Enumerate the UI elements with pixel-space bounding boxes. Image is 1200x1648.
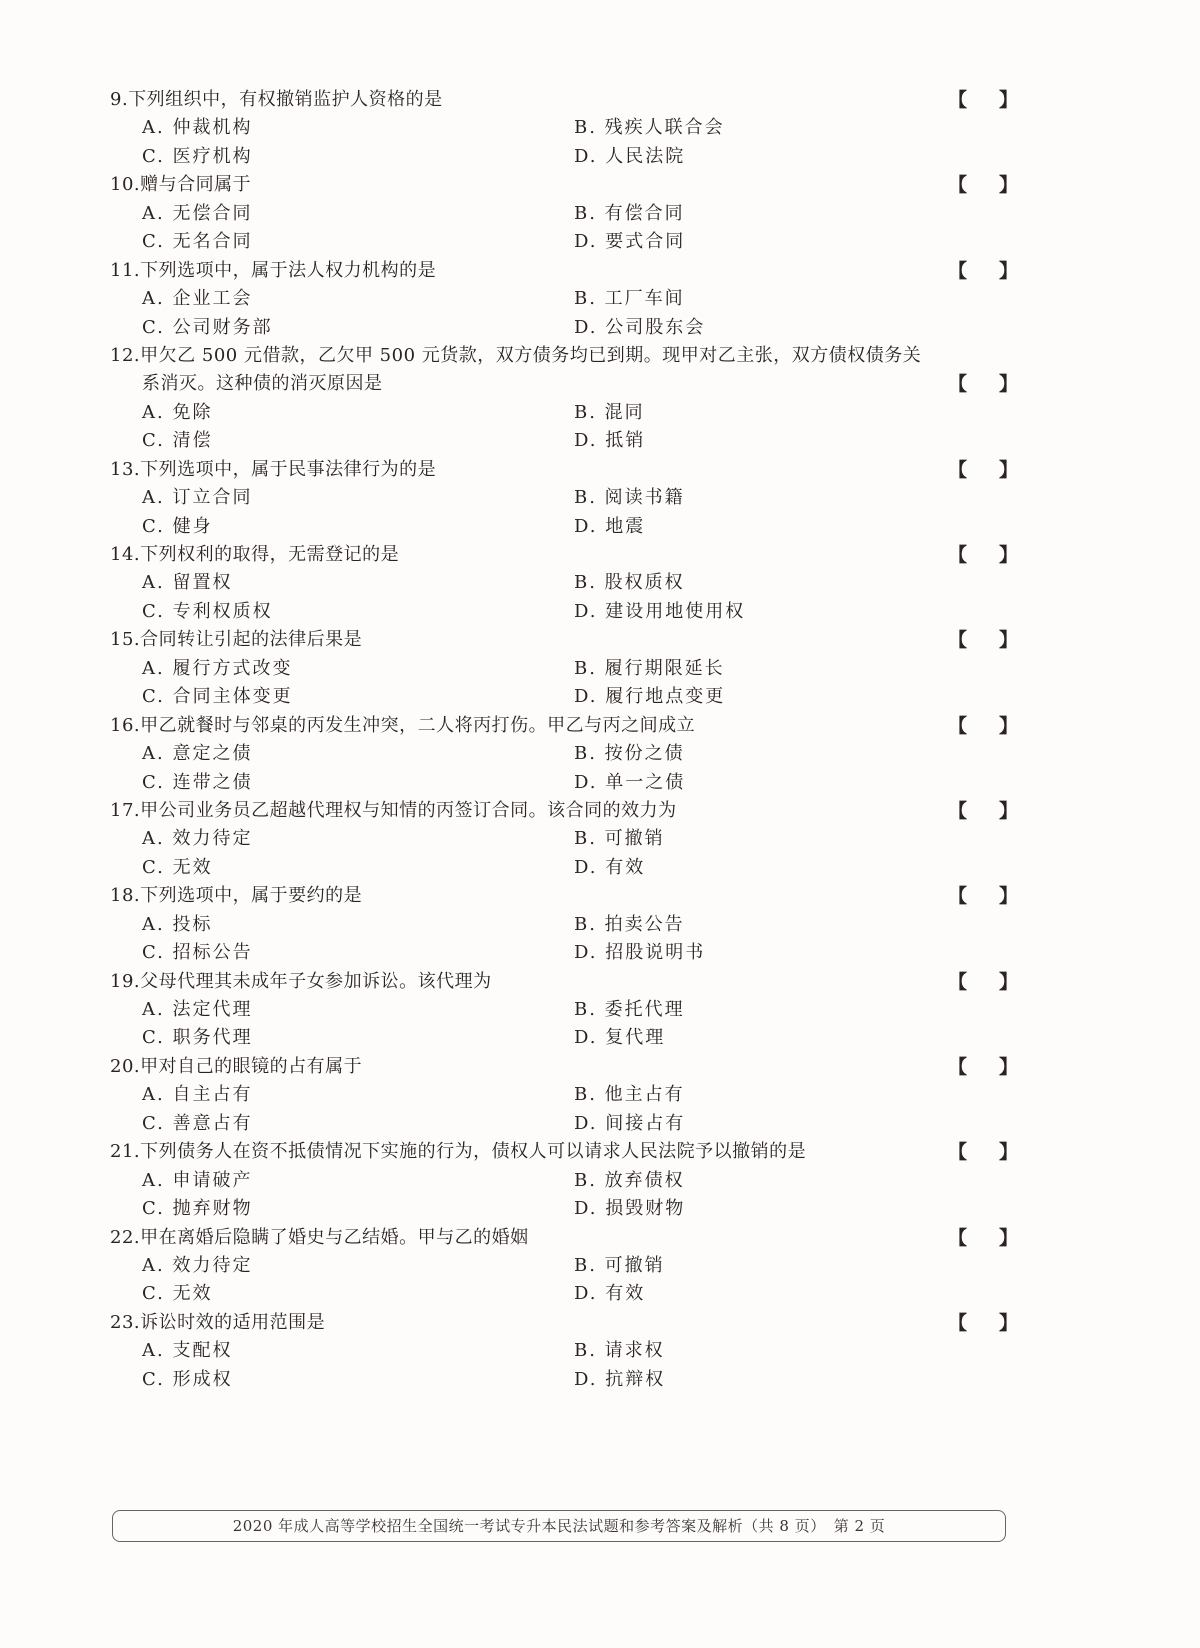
answer-bracket[interactable] (948, 712, 1018, 740)
question-stem-row (0, 370, 1200, 398)
question-text: 赠与合同属于 (140, 174, 252, 196)
options-row (0, 740, 1200, 768)
bracket-open: 【 (948, 1311, 968, 1334)
option-a[interactable]: A. 申请破产 (142, 1169, 253, 1191)
option-b[interactable]: B. 可撤销 (574, 1254, 665, 1276)
question-text: 合同转让引起的法律后果是 (140, 629, 363, 651)
option-b[interactable]: B. 阅读书籍 (574, 487, 685, 509)
question-text: 下列组织中，有权撤销监护人资格的是 (128, 89, 443, 110)
option-a[interactable]: A. 仲裁机构 (142, 117, 253, 139)
question-number: 18. (110, 885, 141, 907)
option-a[interactable]: A. 免除 (142, 401, 213, 423)
question-stem-row (0, 171, 1200, 199)
options-row (0, 314, 1200, 342)
option-c[interactable]: C. 医疗机构 (142, 145, 253, 167)
bracket-close: 】 (998, 714, 1018, 737)
option-a[interactable]: A. 效力待定 (142, 1254, 253, 1276)
option-c[interactable]: C. 形成权 (142, 1368, 233, 1390)
question-text: 甲对自己的眼镜的占有属于 (140, 1055, 363, 1077)
options-row (0, 825, 1200, 853)
answer-bracket[interactable] (948, 370, 1018, 398)
question-text: 甲乙就餐时与邻桌的丙发生冲突，二人将丙打伤。甲乙与丙之间成立 (140, 714, 696, 736)
option-d[interactable]: D. 招股说明书 (574, 942, 706, 964)
bracket-open: 【 (948, 373, 968, 396)
question-stem-row (0, 257, 1200, 285)
question-number: 10. (110, 174, 141, 196)
bracket-close: 】 (998, 970, 1018, 993)
option-d[interactable]: D. 抵销 (574, 430, 646, 452)
options-row (0, 769, 1200, 797)
bracket-open: 【 (948, 714, 968, 737)
options-row (0, 399, 1200, 427)
question-number: 17. (110, 799, 141, 821)
answer-bracket[interactable] (948, 1224, 1018, 1252)
option-a[interactable]: A. 留置权 (142, 572, 233, 594)
option-a[interactable]: A. 履行方式改变 (142, 657, 293, 679)
bracket-close: 】 (998, 89, 1018, 111)
option-a[interactable]: A. 法定代理 (142, 999, 253, 1020)
question-stem (110, 712, 695, 740)
option-c[interactable]: C. 连带之债 (142, 771, 253, 793)
bracket-close: 】 (998, 1141, 1018, 1164)
question-text: 下列债务人在资不抵债情况下实施的行为，债权人可以请求人民法院予以撤销的是 (140, 1141, 807, 1163)
question-stem-row (0, 882, 1200, 910)
option-b[interactable]: B. 股权质权 (574, 572, 685, 594)
question-text: 父母代理其未成年子女参加诉讼。该代理为 (140, 970, 492, 992)
option-b[interactable]: B. 可撤销 (574, 828, 665, 850)
option-c[interactable]: C. 招标公告 (142, 942, 253, 964)
option-c[interactable]: C. 无名合同 (142, 231, 253, 253)
bracket-open: 【 (948, 458, 968, 481)
question-text: 甲公司业务员乙超越代理权与知情的丙签订合同。该合同的效力为 (140, 799, 677, 821)
bracket-close: 】 (998, 259, 1018, 282)
option-d[interactable]: D. 有效 (574, 856, 646, 878)
option-b[interactable]: B. 有偿合同 (574, 202, 685, 224)
question-stem-row (0, 797, 1200, 825)
options-row (0, 1337, 1200, 1365)
question-number: 19. (110, 970, 141, 992)
options-row (0, 1081, 1200, 1109)
option-d[interactable]: D. 间接占有 (574, 1112, 686, 1134)
options-row (0, 1195, 1200, 1223)
option-b[interactable]: B. 他主占有 (574, 1084, 685, 1106)
question-text: 下列权利的取得，无需登记的是 (140, 544, 400, 565)
question-number: 21. (110, 1141, 141, 1163)
bracket-close: 】 (998, 1055, 1018, 1078)
bracket-close: 】 (998, 629, 1018, 652)
option-b[interactable]: B. 请求权 (574, 1340, 665, 1362)
option-c[interactable]: C. 职务代理 (142, 1027, 253, 1049)
option-c[interactable]: C. 无效 (142, 1283, 213, 1305)
option-b[interactable]: B. 委托代理 (574, 999, 685, 1020)
bracket-open: 【 (948, 970, 968, 993)
options-row (0, 598, 1200, 626)
option-d[interactable]: D. 损毁财物 (574, 1198, 686, 1220)
question-stem (110, 1053, 362, 1081)
question-text: 诉讼时效的适用范围是 (140, 1311, 326, 1333)
question-stem (110, 1309, 325, 1337)
options-row (0, 1252, 1200, 1280)
answer-bracket[interactable] (948, 1053, 1018, 1081)
option-c[interactable]: C. 善意占有 (142, 1112, 253, 1134)
options-row (0, 143, 1200, 171)
question-number: 12. (110, 344, 141, 366)
options-row (0, 854, 1200, 882)
options-row (0, 200, 1200, 228)
options-row (0, 484, 1200, 512)
question-stem (110, 342, 921, 370)
options-row (0, 513, 1200, 541)
question-stem-row (0, 1053, 1200, 1081)
option-b[interactable]: B. 履行期限延长 (574, 657, 725, 679)
answer-bracket[interactable] (948, 86, 1018, 114)
option-d[interactable]: D. 单一之债 (574, 771, 686, 793)
bracket-open: 【 (948, 259, 968, 282)
option-d[interactable]: D. 复代理 (574, 1027, 666, 1049)
question-stem-row (0, 968, 1200, 996)
question-number: 9. (110, 89, 129, 110)
question-stem (110, 1138, 806, 1166)
question-number: 15. (110, 629, 141, 651)
option-d[interactable]: D. 地震 (574, 515, 646, 537)
question-number: 22. (110, 1226, 141, 1248)
question-number: 23. (110, 1311, 141, 1333)
answer-bracket[interactable] (948, 1309, 1018, 1337)
options-row (0, 228, 1200, 256)
option-b[interactable]: B. 工厂车间 (574, 288, 685, 310)
options-row (0, 114, 1200, 142)
question-list (0, 86, 1200, 1394)
options-row (0, 939, 1200, 967)
option-d[interactable]: D. 有效 (574, 1283, 646, 1305)
options-row (0, 683, 1200, 711)
question-stem (110, 626, 362, 654)
option-b[interactable]: B. 按份之债 (574, 743, 685, 765)
option-a[interactable]: A. 效力待定 (142, 828, 253, 850)
option-d[interactable]: D. 要式合同 (574, 231, 686, 253)
answer-bracket[interactable] (948, 257, 1018, 285)
question-stem-row (0, 342, 1200, 370)
answer-bracket[interactable] (948, 1138, 1018, 1166)
options-row (0, 569, 1200, 597)
bracket-close: 】 (998, 458, 1018, 481)
question-text-continued: 系消灭。这种债的消灭原因是 (142, 373, 383, 395)
option-a[interactable]: A. 意定之债 (142, 743, 253, 765)
option-a[interactable]: A. 自主占有 (142, 1084, 253, 1106)
option-d[interactable]: D. 建设用地使用权 (574, 600, 746, 622)
question-number: 16. (110, 714, 141, 736)
page-footer: 2020 年成人高等学校招生全国统一考试专升本民法试题和参考答案及解析（共 8 页） 第 2 页 (112, 1510, 1006, 1542)
question-text: 甲欠乙 500 元借款，乙欠甲 500 元货款，双方债务均已到期。现甲对乙主张，双方债权债务关 (140, 344, 922, 366)
option-c[interactable]: C. 清偿 (142, 430, 213, 452)
question-stem-row (0, 1138, 1200, 1166)
options-row (0, 1024, 1200, 1052)
question-stem-row (0, 1309, 1200, 1337)
option-b[interactable]: B. 放弃债权 (574, 1169, 685, 1191)
option-d[interactable]: D. 公司股东会 (574, 316, 706, 338)
option-d[interactable]: D. 人民法院 (574, 145, 686, 167)
option-a[interactable]: A. 支配权 (142, 1340, 233, 1362)
question-stem-row (0, 541, 1200, 569)
bracket-open: 【 (948, 89, 968, 111)
option-a[interactable]: A. 投标 (142, 913, 213, 935)
bracket-close: 】 (998, 174, 1018, 197)
bracket-open: 【 (948, 799, 968, 822)
bracket-open: 【 (948, 1141, 968, 1164)
question-stem (110, 86, 443, 114)
option-b[interactable]: B. 残疾人联合会 (574, 117, 725, 139)
bracket-close: 】 (998, 799, 1018, 822)
answer-bracket[interactable] (948, 797, 1018, 825)
question-number: 11. (110, 259, 141, 281)
question-text: 下列选项中，属于法人权力机构的是 (140, 259, 437, 281)
option-a[interactable]: A. 订立合同 (142, 487, 253, 509)
question-stem (110, 797, 677, 825)
bracket-open: 【 (948, 544, 968, 566)
answer-bracket[interactable] (948, 541, 1018, 569)
question-stem (110, 968, 492, 996)
question-stem-row (0, 456, 1200, 484)
question-stem (110, 882, 362, 910)
options-row (0, 911, 1200, 939)
question-stem (110, 171, 251, 199)
option-a[interactable]: A. 企业工会 (142, 288, 253, 310)
options-row (0, 996, 1200, 1024)
option-c[interactable]: C. 公司财务部 (142, 316, 273, 338)
option-c[interactable]: C. 专利权质权 (142, 600, 273, 622)
bracket-close: 】 (998, 373, 1018, 396)
answer-bracket[interactable] (948, 882, 1018, 910)
option-c[interactable]: C. 合同主体变更 (142, 686, 293, 708)
options-row (0, 655, 1200, 683)
bracket-close: 】 (998, 1311, 1018, 1334)
bracket-close: 】 (998, 885, 1018, 908)
bracket-open: 【 (948, 629, 968, 652)
option-c[interactable]: C. 健身 (142, 515, 213, 537)
option-b[interactable]: B. 拍卖公告 (574, 913, 685, 935)
answer-bracket[interactable] (948, 456, 1018, 484)
question-text: 甲在离婚后隐瞒了婚史与乙结婚。甲与乙的婚姻 (140, 1226, 529, 1248)
bracket-open: 【 (948, 885, 968, 908)
option-b[interactable]: B. 混同 (574, 401, 645, 423)
question-stem (110, 456, 436, 484)
options-row (0, 1167, 1200, 1195)
bracket-close: 】 (998, 1226, 1018, 1249)
bracket-open: 【 (948, 1226, 968, 1249)
question-stem-row (0, 86, 1200, 114)
options-row (0, 1110, 1200, 1138)
answer-bracket[interactable] (948, 626, 1018, 654)
question-text: 下列选项中，属于民事法律行为的是 (140, 458, 437, 480)
option-c[interactable]: C. 抛弃财物 (142, 1198, 253, 1220)
question-number: 20. (110, 1055, 141, 1077)
options-row (0, 427, 1200, 455)
options-row (0, 1366, 1200, 1394)
question-text: 下列选项中，属于要约的是 (140, 885, 363, 907)
option-d[interactable]: D. 履行地点变更 (574, 686, 726, 708)
question-number: 13. (110, 458, 141, 480)
question-stem (110, 1224, 529, 1252)
question-stem-row (0, 626, 1200, 654)
question-stem-row (0, 1224, 1200, 1252)
bracket-open: 【 (948, 1055, 968, 1078)
question-number: 14. (110, 544, 141, 565)
bracket-close: 】 (998, 544, 1018, 566)
question-stem-row (0, 712, 1200, 740)
option-d[interactable]: D. 抗辩权 (574, 1368, 666, 1390)
bracket-open: 【 (948, 174, 968, 197)
question-stem (110, 541, 399, 569)
options-row (0, 1280, 1200, 1308)
options-row (0, 285, 1200, 313)
answer-bracket[interactable] (948, 968, 1018, 996)
question-stem (110, 257, 436, 285)
answer-bracket[interactable] (948, 171, 1018, 199)
option-c[interactable]: C. 无效 (142, 856, 213, 878)
option-a[interactable]: A. 无偿合同 (142, 202, 253, 224)
